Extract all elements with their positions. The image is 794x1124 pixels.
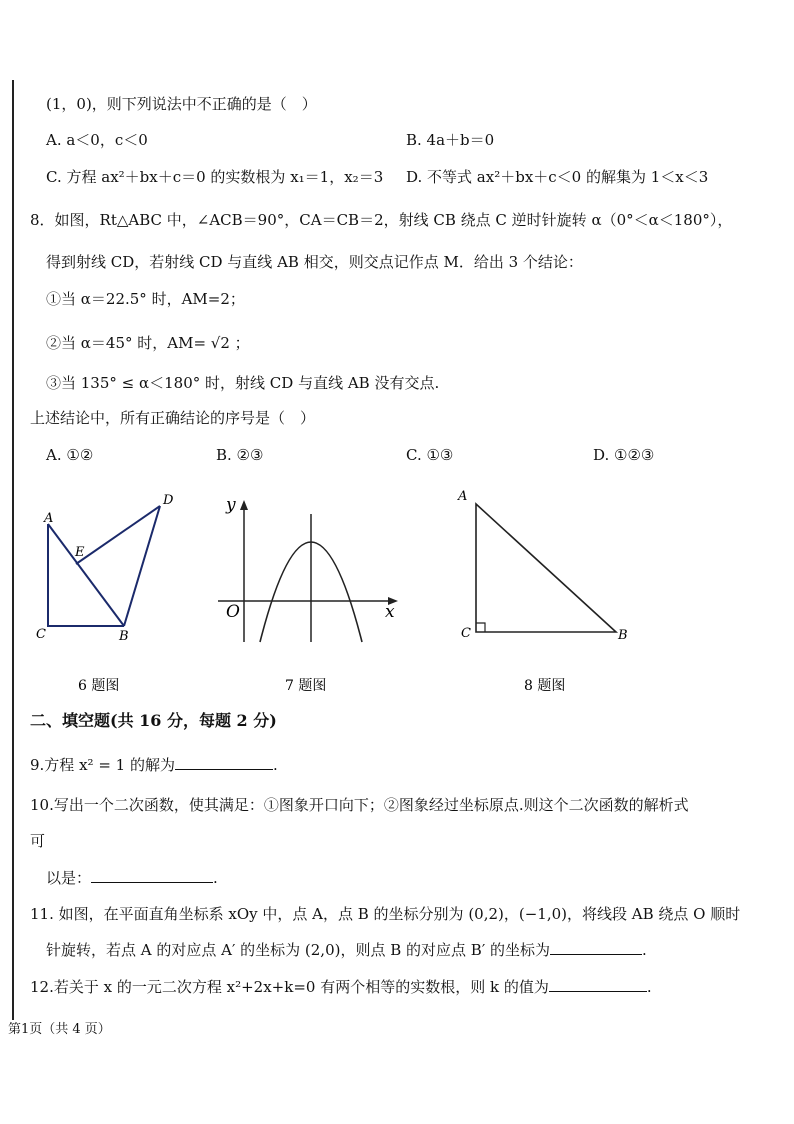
fig6-label-d: D — [163, 493, 174, 508]
section-title: 二、填空题(共 16 分，每题 2 分) — [30, 711, 277, 730]
q12-text: 12.若关于 x 的一元二次方程 x²+2x+k=0 有两个相等的实数根，则 k 的值为 — [30, 978, 549, 996]
q8-conclusion-2: ②当 α＝45° 时，AM= √2 ； — [46, 334, 250, 352]
q7-stem: (1，0)，则下列说法中不正确的是（ ） — [46, 95, 317, 113]
q10-line3-text: 以是： — [46, 869, 92, 887]
fig6-segment-bd — [124, 506, 160, 626]
q11-answer-blank[interactable] — [550, 940, 642, 955]
fig7-caption: 7 题图 — [285, 678, 327, 694]
q12 — [30, 977, 652, 997]
q9-answer-blank[interactable] — [175, 755, 273, 770]
q8-option-b: B. ②③ — [216, 446, 264, 464]
fig7-label-y: y — [226, 495, 236, 515]
fig6-label-c: C — [36, 627, 46, 642]
q12-end: . — [646, 978, 652, 996]
q10-answer-blank[interactable] — [91, 868, 213, 883]
q8-conclusion-1: ①当 α＝22.5° 时，AM=2； — [46, 290, 245, 308]
q8-line2: 得到射线 CD，若射线 CD 与直线 AB 相交，则交点记作点 M．给出 3 个结论： — [46, 253, 583, 271]
q10-line1: 10.写出一个二次函数，使其满足：①图象开口向下；②图象经过坐标原点.则这个二次函数的解析式 — [30, 796, 689, 814]
q8-line1: 8．如图，Rt△ABC 中，∠ACB＝90°，CA＝CB＝2，射线 CB 绕点 C 逆时针旋转 α（0°＜α＜180°）， — [30, 211, 733, 229]
q7-option-c: C. 方程 ax²＋bx＋c＝0 的实数根为 x₁＝1，x₂＝3 — [46, 168, 384, 186]
fig8-caption: 8 题图 — [524, 678, 566, 694]
q9-end: . — [272, 756, 278, 774]
q12-answer-blank[interactable] — [549, 977, 647, 992]
fig8-triangle — [476, 504, 616, 632]
fig8-label-a: A — [458, 489, 468, 504]
q10-line3 — [46, 868, 218, 888]
page-footer: 第1页（共 4 页） — [8, 1022, 111, 1037]
q10-line2: 可 — [30, 832, 46, 850]
figure-7 — [218, 500, 398, 642]
q11-line2 — [46, 940, 647, 960]
q8-ask: 上述结论中，所有正确结论的序号是（ ） — [30, 409, 316, 427]
fig6-label-e: E — [75, 545, 85, 560]
fig7-label-o: O — [226, 602, 240, 622]
q7-option-d: D. 不等式 ax²＋bx＋c＜0 的解集为 1＜x＜3 — [406, 168, 709, 186]
q9-text: 9.方程 x² = 1 的解为 — [30, 756, 175, 774]
q7-option-b: B. 4a＋b＝0 — [406, 131, 495, 149]
fig8-right-angle-mark — [476, 623, 485, 632]
figure-8 — [476, 504, 616, 632]
fig7-y-axis-arrow — [240, 500, 248, 510]
figures-row — [0, 480, 794, 700]
fig8-label-b: B — [618, 628, 628, 643]
q9 — [30, 755, 278, 775]
fig8-label-c: C — [461, 626, 471, 641]
fig6-label-b: B — [119, 629, 129, 644]
fig6-caption: 6 题图 — [78, 678, 120, 694]
q8-option-c: C. ①③ — [406, 446, 454, 464]
figure-6 — [48, 506, 160, 626]
q8-option-a: A. ①② — [46, 446, 94, 464]
q7-option-a: A. a＜0，c＜0 — [46, 131, 148, 149]
q8-option-d: D. ①②③ — [593, 446, 655, 464]
q11-line2-text: 针旋转，若点 A 的对应点 A′ 的坐标为 (2,0)，则点 B 的对应点 B′ 的坐标为 — [46, 941, 550, 959]
q11-end: . — [642, 941, 647, 959]
q11-line1: 11. 如图，在平面直角坐标系 xOy 中，点 A，点 B 的坐标分别为 (0,2)，(−1,0)，将线段 AB 绕点 O 顺时 — [30, 905, 741, 923]
fig6-label-a: A — [44, 511, 54, 526]
q10-end: . — [213, 869, 218, 887]
q8-conclusion-3: ③当 135° ≤ α＜180° 时，射线 CD 与直线 AB 没有交点. — [46, 374, 440, 392]
fig6-segment-de — [76, 506, 160, 564]
fig7-label-x: x — [385, 602, 395, 622]
